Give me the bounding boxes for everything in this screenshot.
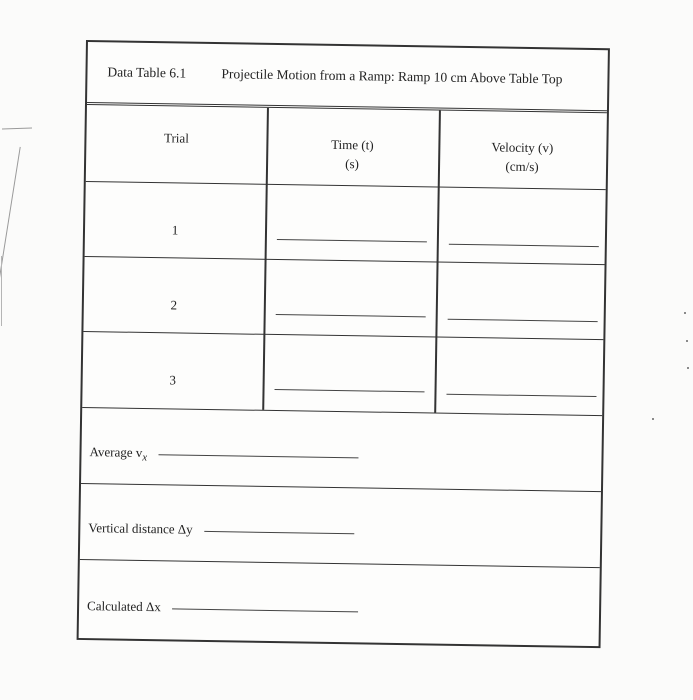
- header-velocity-unit: (cm/s): [505, 158, 539, 175]
- trial-number: 2: [170, 297, 178, 313]
- average-vx-field: [89, 444, 358, 467]
- scan-speck: [684, 312, 686, 314]
- row-divider: [86, 181, 606, 191]
- table-title: Projectile Motion from a Ramp: Ramp 10 cm Above Table Top: [221, 66, 563, 87]
- vertical-distance-label: Vertical distance Δy: [88, 520, 193, 537]
- trial-grid: [82, 105, 607, 415]
- scan-speck: [686, 340, 688, 342]
- time-entry-blank[interactable]: [275, 389, 425, 392]
- header-time-label: Time (t): [331, 136, 374, 153]
- trial-number: 1: [171, 222, 179, 238]
- average-label: Average $v_x$: [89, 444, 148, 464]
- scan-mark: [0, 147, 21, 295]
- scan-speck: [652, 418, 654, 420]
- section-divider: [80, 559, 600, 569]
- average-vx-blank[interactable]: [158, 454, 358, 458]
- table-title-row: [87, 42, 608, 113]
- header-trial-label: Trial: [163, 130, 189, 146]
- header-velocity-label: Velocity (v): [491, 139, 554, 156]
- header-time: [266, 134, 439, 175]
- calculated-dx-field: [87, 598, 358, 618]
- header-time-unit: (s): [345, 156, 360, 172]
- time-entry-blank[interactable]: [277, 239, 427, 242]
- row-divider: [83, 331, 603, 341]
- section-divider: [81, 483, 601, 493]
- velocity-entry-blank[interactable]: [449, 244, 599, 247]
- row-divider: [85, 256, 605, 266]
- header-velocity: [438, 137, 607, 178]
- data-table-sheet: [77, 40, 610, 648]
- table-label: Data Table 6.1: [107, 64, 187, 81]
- velocity-entry-blank[interactable]: [446, 394, 596, 397]
- time-entry-blank[interactable]: [276, 314, 426, 317]
- scan-mark: [2, 127, 32, 129]
- trial-number: 3: [169, 372, 177, 388]
- calculated-dx-blank[interactable]: [172, 608, 358, 612]
- velocity-entry-blank[interactable]: [448, 319, 598, 322]
- scan-mark: [1, 256, 2, 326]
- vertical-distance-field: [88, 520, 354, 540]
- vertical-distance-blank[interactable]: [204, 530, 354, 533]
- header-trial: [86, 127, 266, 149]
- scan-speck: [687, 367, 689, 369]
- calculated-dx-label: Calculated Δx: [86, 598, 161, 615]
